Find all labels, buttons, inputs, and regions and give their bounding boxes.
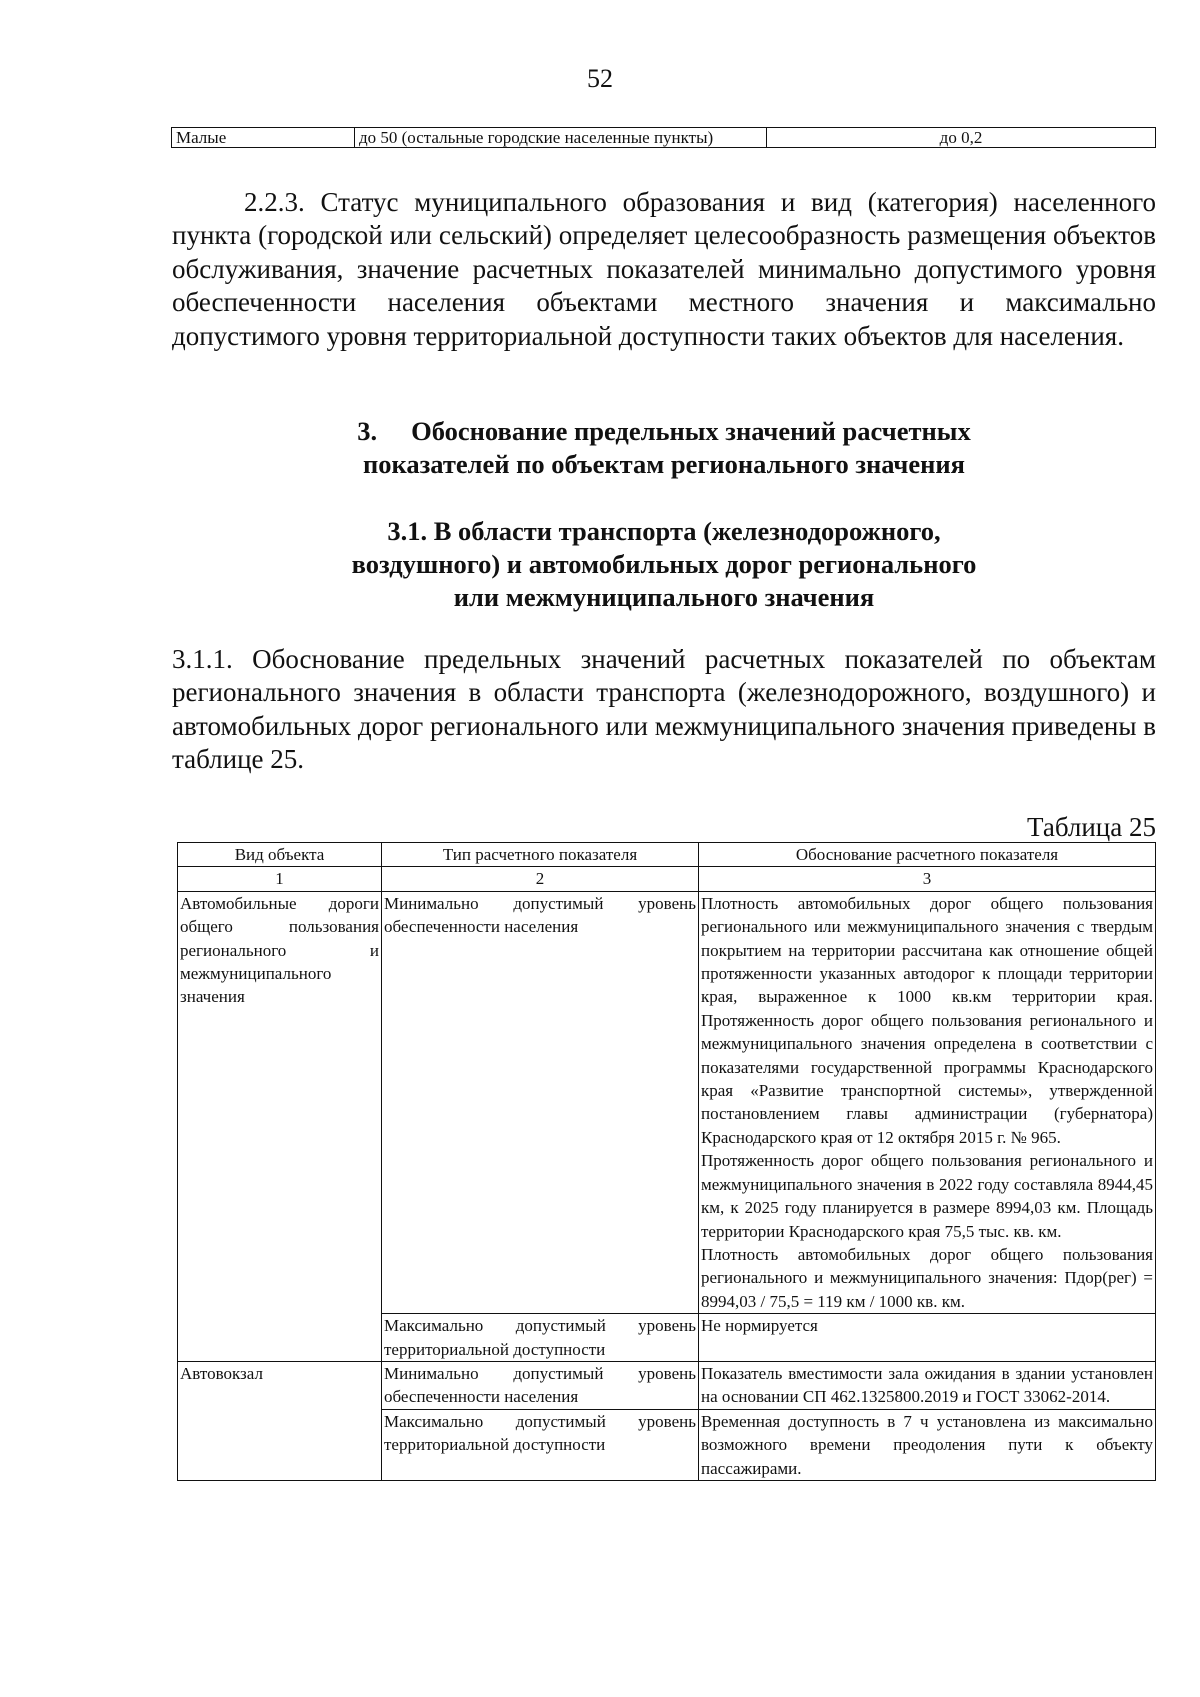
indicator-type-cell: Минимально допустимый уровень обеспеченности населения xyxy=(382,1361,699,1409)
indicator-type-cell: Максимально допустимый уровень территориальной доступности xyxy=(382,1409,699,1480)
column-number: 3 xyxy=(699,867,1156,891)
section-number: 3. xyxy=(357,416,378,446)
table-row xyxy=(172,128,1156,148)
subsection-heading-3-1 xyxy=(172,515,1156,614)
column-number-row xyxy=(178,867,1156,891)
settlement-category-cell: Малые xyxy=(172,128,355,148)
justification-cell: Временная доступность в 7 ч установлена из максимально возможного времени преодоления пути к объекту пассажирами. xyxy=(699,1409,1156,1480)
value-cell: до 0,2 xyxy=(767,128,1156,148)
column-header-object: Вид объекта xyxy=(178,843,382,867)
section-heading-line: показателей по объектам регионального значения xyxy=(362,449,966,479)
section-heading-3 xyxy=(172,415,1156,481)
paragraph-2-2-3: 2.2.3. Статус муниципального образования и вид (категория) населенного пункта (городской или сельский) определяет целесообразность размещения объектов обслуживания, значение расчетных показателей минимально допустимого уровня обеспеченности населения объектами местного значения и максимально допустимого уровня территориальной доступности таких объектов для населения. xyxy=(172,187,1156,351)
column-header-type: Тип расчетного показателя xyxy=(382,843,699,867)
column-number: 2 xyxy=(382,867,699,891)
table-header-row xyxy=(178,843,1156,867)
indicator-type-cell: Минимально допустимый уровень обеспеченности населения xyxy=(382,891,699,1313)
column-header-justification: Обоснование расчетного показателя xyxy=(699,843,1156,867)
section-heading-text: Обоснование предельных значений расчетных xyxy=(411,416,971,446)
justification-paragraph: Протяженность дорог общего пользования регионального и межмуниципального значения в 2022 году составляла 8944,45 км, к 2025 году планируется в размере 8994,03 км. Площадь территории Краснодарского края 75,5 тыс. кв. км. xyxy=(701,1151,1153,1241)
table-row xyxy=(178,891,1156,1313)
justification-paragraph: Плотность автомобильных дорог общего пользования регионального или межмуниципального значения с твердым покрытием на территории рассчитана как отношение общей протяженности указанных автодорог к площади территории края, выраженное к 1000 кв.км территории края. Протяженность дорог общего пользования регионального и межмуниципального значения определена в соответствии с показателями государственной программы Краснодарского края «Развитие транспортной системы», утвержденной постановлением главы администрации (губернатора) Краснодарского края от 12 октября 2015 г. № 965. xyxy=(701,893,1153,1147)
page-number: 52 xyxy=(587,64,613,93)
indicator-type-cell: Максимально допустимый уровень территориальной доступности xyxy=(382,1314,699,1362)
paragraph-3-1-1: 3.1.1. Обоснование предельных значений расчетных показателей по объектам регионального значения в области транспорта (железнодорожного, воздушного) и автомобильных дорог регионального или межмуниципального значения приведены в таблице 25. xyxy=(172,644,1156,775)
indicators-table xyxy=(177,842,1156,1481)
population-cell: до 50 (остальные городские населенные пункты) xyxy=(355,128,767,148)
subsection-heading-line: воздушного) и автомобильных дорог регионального xyxy=(351,549,977,579)
subsection-heading-line: или межмуниципального значения xyxy=(453,582,875,612)
object-cell: Автовокзал xyxy=(178,1361,382,1480)
justification-cell: Не нормируется xyxy=(699,1314,1156,1362)
column-number: 1 xyxy=(178,867,382,891)
table-row xyxy=(178,1361,1156,1409)
subsection-heading-line: 3.1. В области транспорта (железнодорожного, xyxy=(387,516,941,546)
justification-cell: Показатель вместимости зала ожидания в здании установлен на основании СП 462.1325800.2019 и ГОСТ 33062-2014. xyxy=(699,1361,1156,1409)
section-heading-line xyxy=(172,415,1156,448)
object-cell: Автомобильные дороги общего пользования регионального и межмуниципального значения xyxy=(178,891,382,1361)
continuation-table xyxy=(171,127,1156,148)
justification-cell xyxy=(699,891,1156,1313)
table-caption: Таблица 25 xyxy=(1027,812,1156,842)
justification-paragraph: Плотность автомобильных дорог общего пользования регионального и межмуниципального значения: Пдор(рег) = 8994,03 / 75,5 = 119 км / 1000 кв. км. xyxy=(701,1244,1153,1311)
